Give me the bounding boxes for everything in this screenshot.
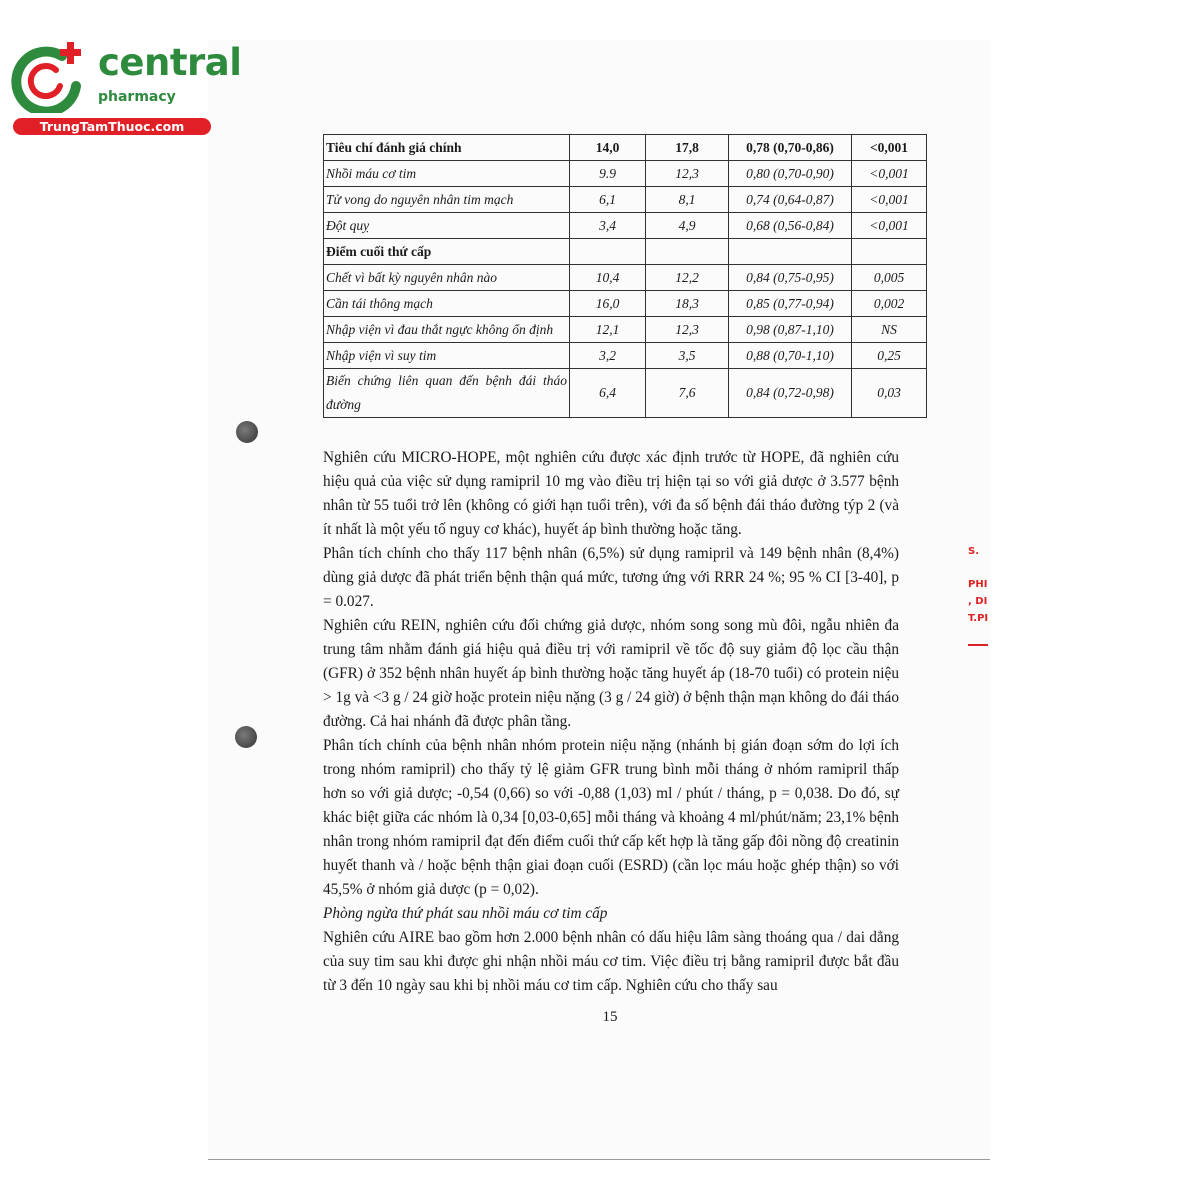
cell-value: 14,0: [570, 135, 646, 161]
paragraph-aire: Nghiên cứu AIRE bao gồm hơn 2.000 bệnh nhân có dấu hiệu lâm sàng thoáng qua / dai dẳng của suy tim sau khi được ghi nhận nhồi máu cơ tim. Việc điều trị bằng ramipril được bắt đầu từ 3 đến 10 ngày sau khi bị nhồi máu cơ tim cấp. Nghiên cứu cho thấy sau: [323, 929, 899, 994]
cell-value: 0,25: [852, 343, 927, 369]
cell-value: 10,4: [570, 265, 646, 291]
results-table: [323, 134, 927, 418]
cell-value: 18,3: [646, 291, 729, 317]
table-row: [324, 369, 927, 418]
row-label: Nhập viện vì đau thắt ngực không ổn định: [324, 317, 570, 343]
cell-value: 0,78 (0,70-0,86): [729, 135, 852, 161]
cell-value: 3,4: [570, 213, 646, 239]
cell-value: 9.9: [570, 161, 646, 187]
cell-value: <0,001: [852, 161, 927, 187]
cell-value: 0,84 (0,72-0,98): [729, 369, 852, 418]
stamp-text: T.PI: [968, 613, 989, 624]
cell-value: 3,5: [646, 343, 729, 369]
row-label: Đột quỵ: [324, 213, 570, 239]
page-number: 15: [602, 1009, 618, 1025]
section-heading: Phòng ngừa thứ phát sau nhồi máu cơ tim cấp: [323, 905, 608, 922]
stamp-text: PHI: [968, 579, 988, 590]
row-label: Biến chứng liên quan đến bệnh đái tháo đường: [324, 369, 570, 418]
punch-hole: [236, 421, 258, 443]
red-stamp-fragment: [968, 540, 996, 680]
cell-value: 12,3: [646, 161, 729, 187]
cell-value: 3,2: [570, 343, 646, 369]
table-row: [324, 135, 927, 161]
cell-value: [852, 239, 927, 265]
row-label: Chết vì bất kỳ nguyên nhân nào: [324, 265, 570, 291]
cell-value: 16,0: [570, 291, 646, 317]
cell-value: 0,98 (0,87-1,10): [729, 317, 852, 343]
logo-name: central: [98, 41, 242, 84]
table-row: [324, 213, 927, 239]
cell-value: 7,6: [646, 369, 729, 418]
row-label: Cần tái thông mạch: [324, 291, 570, 317]
logo-subtitle: pharmacy: [98, 89, 176, 105]
table-row: [324, 239, 927, 265]
cell-value: [646, 239, 729, 265]
row-label: Điểm cuối thứ cấp: [324, 239, 570, 265]
cell-value: 12,1: [570, 317, 646, 343]
cell-value: 12,3: [646, 317, 729, 343]
table-row: [324, 291, 927, 317]
cell-value: 12,2: [646, 265, 729, 291]
cell-value: 0,85 (0,77-0,94): [729, 291, 852, 317]
row-label: Tiêu chí đánh giá chính: [324, 135, 570, 161]
table-row: [324, 161, 927, 187]
cell-value: 0,88 (0,70-1,10): [729, 343, 852, 369]
cell-value: 6,1: [570, 187, 646, 213]
punch-hole: [235, 726, 257, 748]
pharmacy-logo-icon: [10, 38, 90, 113]
logo-url: TrungTamThuoc.com: [13, 118, 211, 135]
cell-value: <0,001: [852, 135, 927, 161]
table-row: [324, 317, 927, 343]
body-text: [323, 446, 899, 998]
cell-value: [570, 239, 646, 265]
row-label: Nhập viện vì suy tim: [324, 343, 570, 369]
paragraph-rein: Nghiên cứu REIN, nghiên cứu đối chứng giả dược, nhóm song song mù đôi, ngẫu nhiên đa trung tâm nhằm đánh giá hiệu quả điều trị với ramipril về tốc độ suy giảm độ lọc cầu thận (GFR) ở 352 bệnh nhân huyết áp bình thường hoặc tăng huyết áp (18-70 tuổi) có protein niệu > 1g và <3 g / 24 giờ hoặc protein niệu nặng (3 g / 24 giờ) ở bệnh thận mạn không do đái tháo đường. Cả hai nhánh đã được phân tầng.: [323, 617, 899, 730]
table-row: [324, 343, 927, 369]
cell-value: 0,005: [852, 265, 927, 291]
table-row: [324, 265, 927, 291]
stamp-text: S.: [968, 546, 980, 557]
paragraph-rein-analysis: Phân tích chính của bệnh nhân nhóm protein niệu nặng (nhánh bị gián đoạn sớm do lợi ích trong nhóm ramipril) cho thấy tỷ lệ giảm GFR trung bình mỗi tháng ở nhóm ramipril thấp hơn so với giả dược; -0,54 (0,66) so với -0,88 (1,03) ml / phút / tháng, p = 0,038. Do đó, sự khác biệt giữa các nhóm là 0,34 [0,03-0,65] mỗi tháng và khoảng 4 ml/phút/năm; 23,1% bệnh nhân trong nhóm ramipril đạt đến điểm cuối thứ cấp kết hợp là tăng gấp đôi nồng độ creatinin huyết thanh và / hoặc bệnh thận giai đoạn cuối (ESRD) (cần lọc máu hoặc ghép thận) so với 45,5% ở nhóm giả dược (p = 0,02).: [323, 737, 899, 898]
row-label: Tử vong do nguyên nhân tim mạch: [324, 187, 570, 213]
cell-value: <0,001: [852, 187, 927, 213]
page-edge-line: [208, 1159, 990, 1160]
cell-value: 0,68 (0,56-0,84): [729, 213, 852, 239]
central-pharmacy-logo: [10, 38, 242, 138]
cell-value: NS: [852, 317, 927, 343]
cell-value: 8,1: [646, 187, 729, 213]
paragraph-micro-hope: Nghiên cứu MICRO-HOPE, một nghiên cứu được xác định trước từ HOPE, đã nghiên cứu hiệu quả của việc sử dụng ramipril 10 mg vào điều trị hiện tại so với giả dược ở 3.577 bệnh nhân từ 55 tuổi trở lên (không có giới hạn tuổi trên), với đa số bệnh đái tháo đường týp 2 (và ít nhất là một yếu tố nguy cơ khác), huyết áp bình thường hoặc tăng.: [323, 449, 899, 538]
cell-value: [729, 239, 852, 265]
cell-value: 0,03: [852, 369, 927, 418]
cell-value: 4,9: [646, 213, 729, 239]
paragraph-analysis: Phân tích chính cho thấy 117 bệnh nhân (6,5%) sử dụng ramipril và 149 bệnh nhân (8,4%) dùng giả dược đã phát triển bệnh thận quá mức, tương ứng với RRR 24 %; 95 % CI [3-40], p = 0.027.: [323, 545, 899, 610]
cell-value: <0,001: [852, 213, 927, 239]
cell-value: 0,84 (0,75-0,95): [729, 265, 852, 291]
stamp-text: , DI: [968, 596, 988, 607]
cell-value: 6,4: [570, 369, 646, 418]
row-label: Nhồi máu cơ tim: [324, 161, 570, 187]
cell-value: 0,002: [852, 291, 927, 317]
cell-value: 0,80 (0,70-0,90): [729, 161, 852, 187]
table-row: [324, 187, 927, 213]
cell-value: 0,74 (0,64-0,87): [729, 187, 852, 213]
cell-value: 17,8: [646, 135, 729, 161]
